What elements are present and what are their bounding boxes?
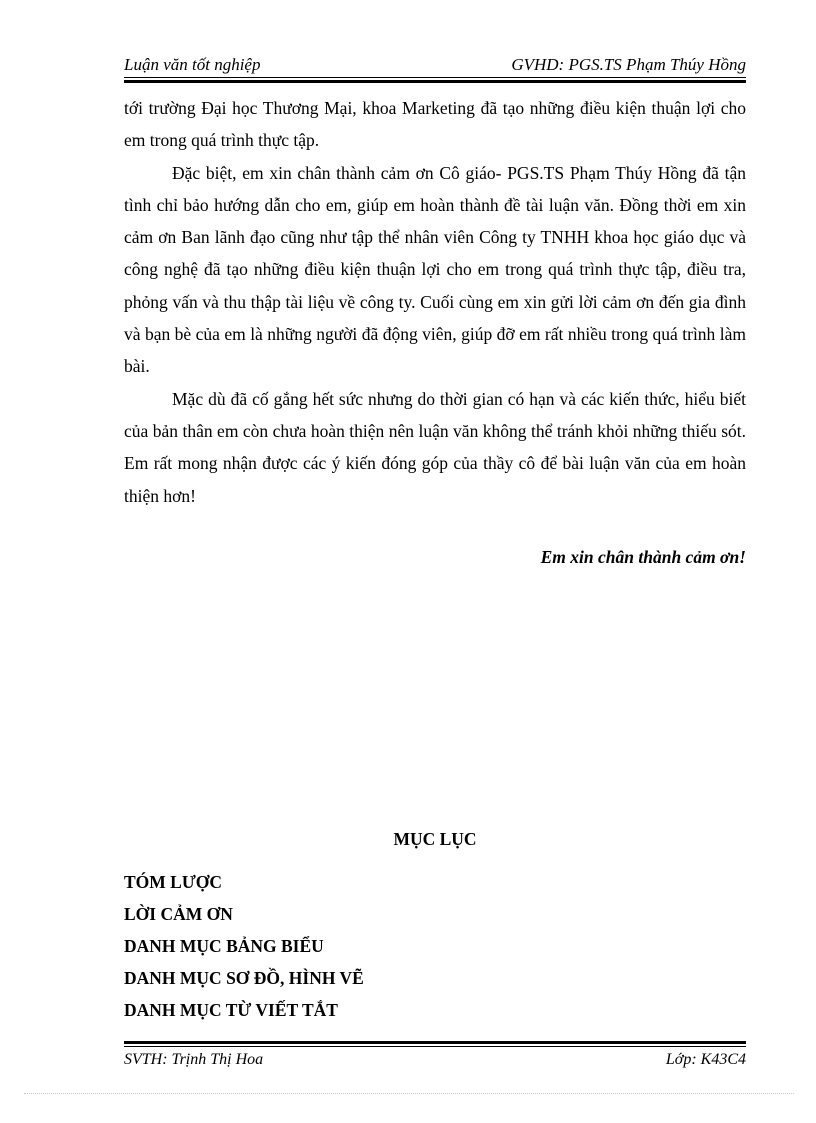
paragraph-apology: Mặc dù đã cố gắng hết sức nhưng do thời gian có hạn và các kiến thức, hiểu biết của bản thân em còn chưa hoàn thiện nên luận văn không thể tránh khỏi những thiếu sót. Em rất mong nhận được các ý kiến đóng góp của thầy cô để bài luận văn của em hoàn thiện hơn! [124, 388, 746, 506]
acknowledgement-body [124, 92, 746, 512]
toc-title: MỤC LỤC [393, 829, 477, 849]
paragraph-advisor-thanks: Đặc biệt, em xin chân thành cảm ơn Cô giáo- PGS.TS Phạm Thúy Hồng đã tận tình chỉ bảo hướng dẫn cho em, giúp em hoàn thành đề tài luận văn. Đồng thời em xin cảm ơn Ban lãnh đạo cũng như tập thể nhân viên Công ty TNHH khoa học giáo dục và công nghệ đã tạo những điều kiện thuận lợi cho em trong quá trình thực tập, điều tra, phỏng vấn và thu thập tài liệu về công ty. Cuối cùng em xin gửi lời cảm ơn đến gia đình và bạn bè của em là những người đã động viên, giúp đỡ em rất nhiều trong quá trình làm bài. [124, 162, 746, 377]
paragraph-continuation: tới trường Đại học Thương Mại, khoa Marketing đã tạo những điều kiện thuận lợi cho em trong quá trình thực tập. [124, 98, 746, 151]
toc-item-abbreviations: DANH MỤC TỪ VIẾT TẮT [124, 1000, 338, 1020]
page-header [124, 52, 746, 76]
toc-list [124, 866, 364, 1026]
closing-thanks: Em xin chân thành cảm ơn! [540, 547, 746, 567]
toc-item-list-of-tables: DANH MỤC BẢNG BIỂU [124, 936, 324, 956]
footer-rule-thin [124, 1046, 746, 1047]
page-footer [124, 1049, 746, 1073]
toc-item-summary: TÓM LƯỢC [124, 872, 223, 892]
footer-student: SVTH: Trịnh Thị Hoa [124, 1051, 264, 1068]
header-rule-thin [124, 77, 746, 78]
toc-item-acknowledgements: LỜI CẢM ƠN [124, 904, 233, 924]
header-advisor: GVHD: PGS.TS Phạm Thúy Hồng [511, 55, 746, 74]
page-boundary-divider [24, 1093, 794, 1094]
header-document-type: Luận văn tốt nghiệp [124, 55, 261, 74]
header-rule-thick [124, 80, 746, 83]
footer-class: Lớp: K43C4 [665, 1051, 746, 1068]
footer-rule-thick [124, 1041, 746, 1044]
toc-item-list-of-figures: DANH MỤC SƠ ĐỒ, HÌNH VẼ [124, 968, 364, 988]
